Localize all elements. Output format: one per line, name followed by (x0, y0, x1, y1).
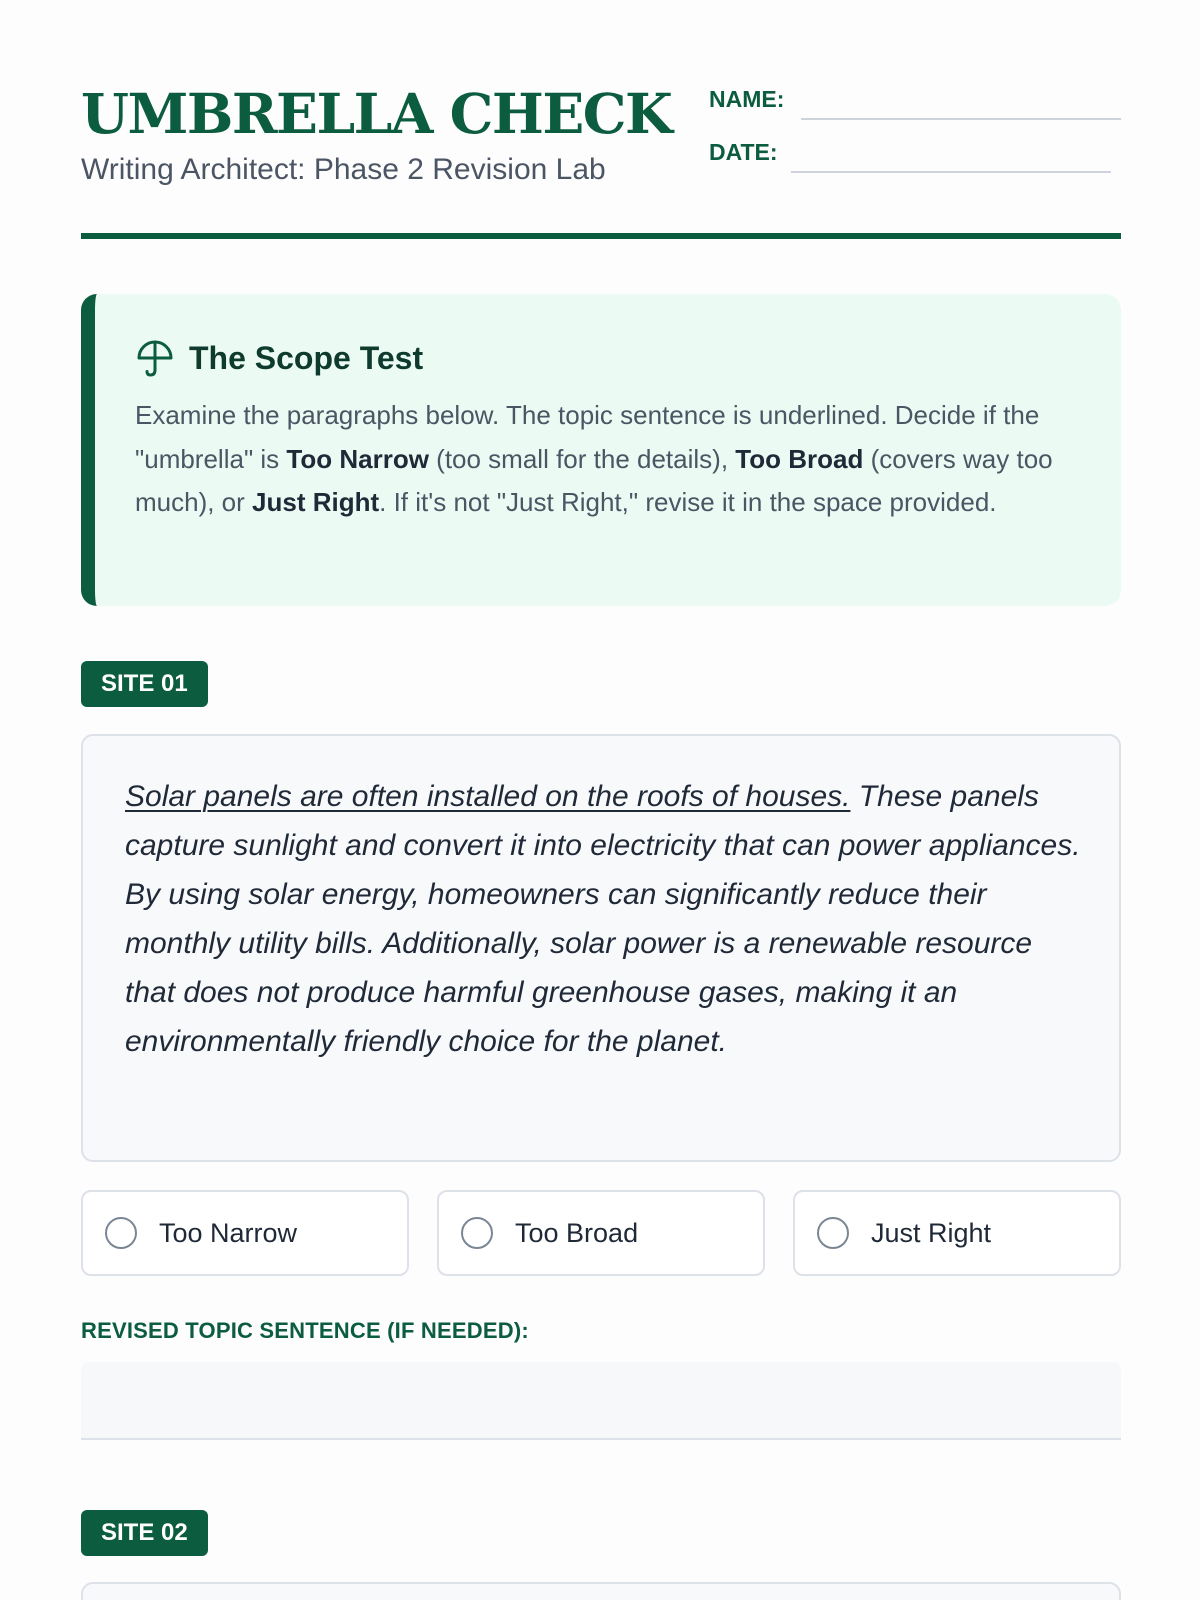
paragraph-body: These panels capture sunlight and convert it into electricity that can power appliances. By using solar energy, homeowners can significantly reduce their monthly utility bills. Additionally, solar power is a renewable resource that does not produce harmful greenhouse gases, making it an environmentally friendly choice for the planet. (125, 780, 1081, 1058)
paragraph-card (81, 734, 1121, 1162)
revised-sentence-input[interactable] (81, 1362, 1121, 1440)
instructions-text-part: (covers way too much), or (135, 443, 1053, 517)
instructions-heading (135, 336, 423, 380)
instructions-text-part: (too small for the details), (428, 443, 736, 474)
radio-too-narrow[interactable] (105, 1217, 137, 1249)
date-line[interactable] (791, 171, 1111, 173)
page-subtitle: Writing Architect: Phase 2 Revision Lab (81, 153, 606, 186)
header-divider (81, 233, 1121, 239)
paragraph-text (125, 772, 1085, 1066)
scope-choices (81, 1190, 1121, 1276)
term-just-right: Just Right (252, 487, 380, 517)
instructions-text (135, 394, 1085, 525)
date-label: DATE: (709, 139, 778, 165)
topic-sentence: Solar panels are often installed on the roofs of houses. (125, 780, 851, 813)
site-badge-01: SITE 01 (81, 661, 208, 707)
page-title: UMBRELLA CHECK (81, 81, 672, 146)
site-badge-02: SITE 02 (81, 1510, 208, 1556)
instructions-text-part: Examine the paragraphs below. The topic sentence is underlined. Decide if the "umbrella" is (135, 400, 1040, 474)
date-field[interactable] (709, 133, 1121, 173)
term-too-narrow: Too Narrow (286, 443, 429, 474)
choice-label: Just Right (871, 1218, 992, 1248)
radio-just-right[interactable] (817, 1217, 849, 1249)
choice-too-broad[interactable] (437, 1190, 765, 1276)
radio-too-broad[interactable] (461, 1217, 493, 1249)
worksheet-page (81, 0, 1121, 1600)
paragraph-card (81, 1582, 1121, 1600)
term-too-broad: Too Broad (735, 443, 864, 474)
choice-too-narrow[interactable] (81, 1190, 409, 1276)
choice-just-right[interactable] (793, 1190, 1121, 1276)
name-line[interactable] (801, 118, 1121, 120)
name-field[interactable] (709, 80, 1121, 120)
instructions-text-part: . If it's not "Just Right," revise it in the space provided. (379, 487, 997, 517)
umbrella-icon (135, 338, 175, 378)
worksheet-header (81, 80, 1121, 242)
instructions-callout (81, 294, 1121, 606)
name-label: NAME: (709, 86, 785, 112)
choice-label: Too Narrow (159, 1218, 298, 1248)
revised-sentence-label: REVISED TOPIC SENTENCE (IF NEEDED): (81, 1318, 529, 1343)
instructions-title: The Scope Test (189, 339, 424, 376)
choice-label: Too Broad (515, 1218, 639, 1248)
